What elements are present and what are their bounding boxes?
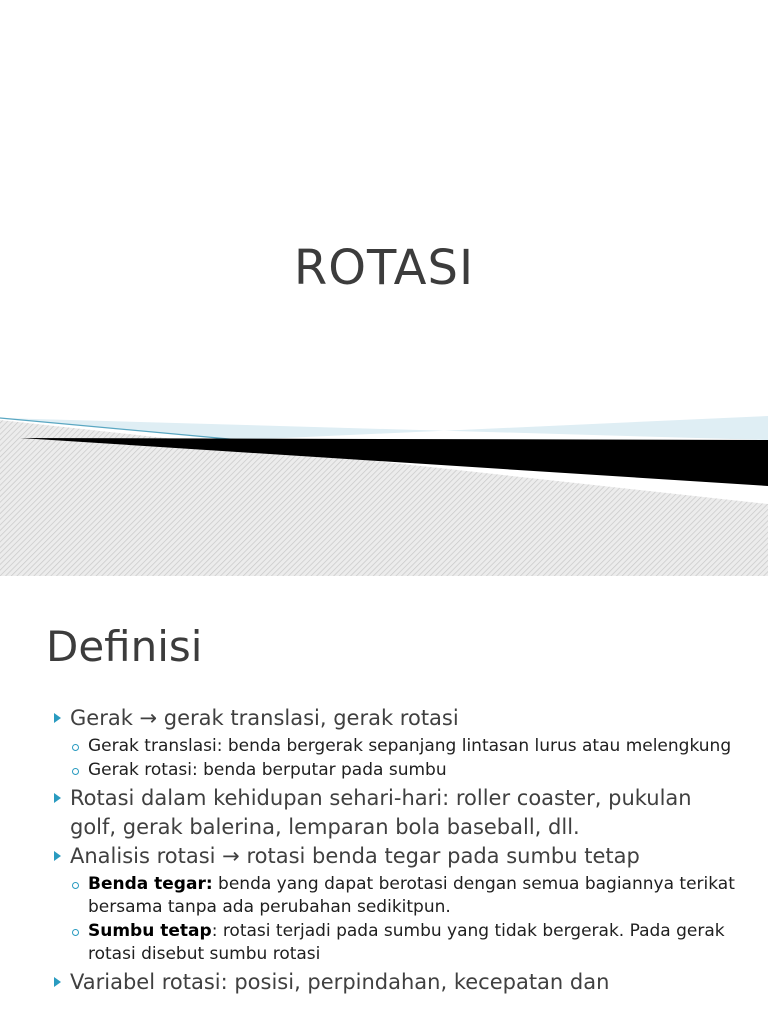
bullet-item xyxy=(48,842,744,871)
circle-bullet-icon xyxy=(72,882,79,889)
bullet-text: Gerak rotasi: benda berputar pada sumbu xyxy=(88,760,447,780)
bullet-list xyxy=(48,704,744,997)
sub-bullet-item xyxy=(48,759,744,782)
triangle-bullet-icon xyxy=(54,977,61,987)
bullet-text: Gerak → gerak translasi, gerak rotasi xyxy=(70,706,459,730)
bullet-text: benda yang dapat berotasi dengan semua bagiannya terikat bersama tanpa ada perubahan sedikitpun. xyxy=(88,874,735,917)
bullet-text: Rotasi dalam kehidupan sehari-hari: roller coaster, pukulan golf, gerak balerina, lemparan bola baseball, dll. xyxy=(70,786,692,839)
sub-bullet-item xyxy=(48,873,744,919)
bullet-item xyxy=(48,968,744,997)
bullet-text: Variabel rotasi: posisi, perpindahan, kecepatan dan xyxy=(70,970,610,994)
bullet-item xyxy=(48,784,744,842)
slide-definisi-heading: Definisi xyxy=(46,622,203,671)
sub-bullet-item xyxy=(48,920,744,966)
decorative-band xyxy=(0,400,768,576)
sub-bullet-item xyxy=(48,735,744,758)
bullet-text: Gerak translasi: benda bergerak sepanjang lintasan lurus atau melengkung xyxy=(88,736,732,756)
term-label: Benda tegar: xyxy=(88,874,213,894)
circle-bullet-icon xyxy=(72,744,79,751)
slide-title-heading: ROTASI xyxy=(293,240,475,296)
bullet-item xyxy=(48,704,744,733)
circle-bullet-icon xyxy=(72,768,79,775)
bullet-text: Analisis rotasi → rotasi benda tegar pada sumbu tetap xyxy=(70,844,640,868)
slide-definisi xyxy=(0,576,768,1024)
circle-bullet-icon xyxy=(72,929,79,936)
bullet-text: : rotasi terjadi pada sumbu yang tidak bergerak. Pada gerak rotasi disebut sumbu rotasi xyxy=(88,921,725,964)
triangle-bullet-icon xyxy=(54,793,61,803)
term-label: Sumbu tetap xyxy=(88,921,212,941)
triangle-bullet-icon xyxy=(54,851,61,861)
triangle-bullet-icon xyxy=(54,713,61,723)
